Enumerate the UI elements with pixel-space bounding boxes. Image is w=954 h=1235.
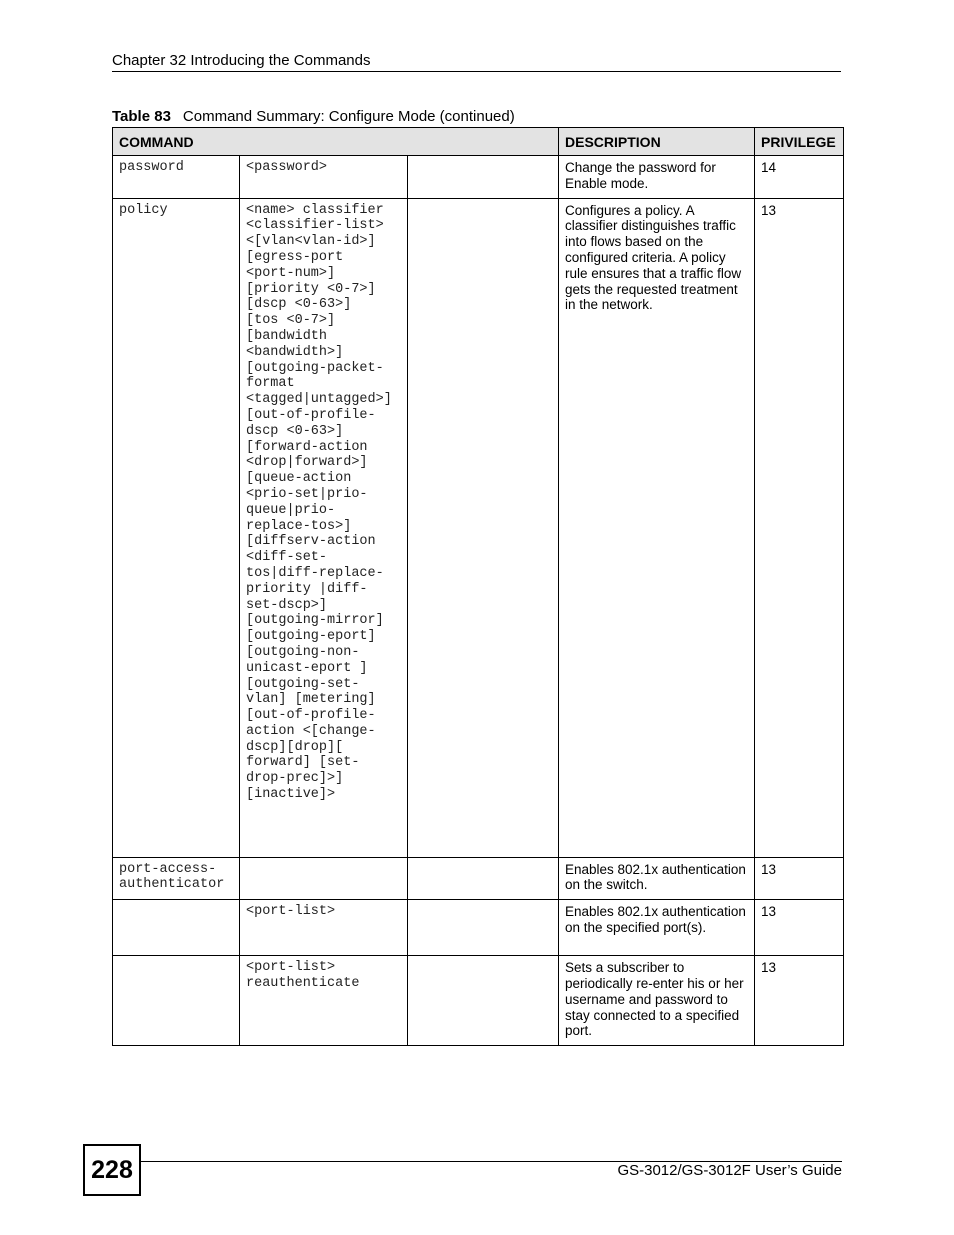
table-row <box>113 900 844 956</box>
description-cell: Enables 802.1x authentication on the switch. <box>559 857 755 900</box>
argument-cell-extra <box>408 857 559 900</box>
argument-cell: <password> <box>240 156 408 199</box>
argument-cell-extra <box>408 900 559 956</box>
column-header-description: DESCRIPTION <box>559 128 755 156</box>
description-cell: Change the password for Enable mode. <box>559 156 755 199</box>
argument-cell <box>240 857 408 900</box>
privilege-cell: 13 <box>755 198 844 857</box>
argument-cell-extra <box>408 156 559 199</box>
header-divider <box>112 71 841 72</box>
table-caption-label: Table 83 <box>112 108 171 125</box>
argument-cell-extra <box>408 198 559 857</box>
privilege-cell: 14 <box>755 156 844 199</box>
table-caption-text: Command Summary: Configure Mode (continued) <box>182 108 515 125</box>
command-cell: port-access- authenticator <box>113 857 240 900</box>
command-cell <box>113 956 240 1046</box>
argument-cell: <port-list> <box>240 900 408 956</box>
command-cell: policy <box>113 198 240 857</box>
guide-title: GS-3012/GS-3012F User’s Guide <box>617 1162 842 1179</box>
page-number: 228 <box>83 1144 141 1196</box>
command-cell <box>113 900 240 956</box>
description-cell: Configures a policy. A classifier distinguishes traffic into flows based on the configured criteria. A policy rule ensures that a traffic flow gets the requested treatment in the network. <box>559 198 755 857</box>
table-header-row <box>113 128 844 156</box>
column-header-privilege: PRIVILEGE <box>755 128 844 156</box>
table-row <box>113 198 844 857</box>
description-cell: Sets a subscriber to periodically re-enter his or her username and password to stay connected to a specified port. <box>559 956 755 1046</box>
chapter-header: Chapter 32 Introducing the Commands <box>112 52 371 69</box>
argument-cell-extra <box>408 956 559 1046</box>
privilege-cell: 13 <box>755 956 844 1046</box>
command-summary-table <box>112 127 844 1046</box>
table-caption <box>112 108 515 125</box>
argument-cell: <name> classifier <classifier-list> <[vlan<vlan-id>] [egress-port <port-num>] [priority <0-7>] [dscp <0-63>] [tos <0-7>] [bandwidth <bandwidth>] [outgoing-packet- format <tagged|untagged>] [out-of-profile- dscp <0-63>] [forward-action <drop|forward>] [queue-action <prio-set|prio- queue|prio- replace-tos>] [diffserv-action <diff-set- tos|diff-replace- priority |diff- set-dscp>] [outgoing-mirror] [outgoing-eport] [outgoing-non- unicast-eport ] [outgoing-set- vlan] [metering] [out-of-profile- action <[change- dscp][drop][ forward] [set- drop-prec]>] [inactive]> <box>240 198 408 857</box>
table-row <box>113 156 844 199</box>
privilege-cell: 13 <box>755 857 844 900</box>
privilege-cell: 13 <box>755 900 844 956</box>
command-cell: password <box>113 156 240 199</box>
column-header-command: COMMAND <box>113 128 559 156</box>
argument-cell: <port-list> reauthenticate <box>240 956 408 1046</box>
description-cell: Enables 802.1x authentication on the specified port(s). <box>559 900 755 956</box>
table-row <box>113 857 844 900</box>
table-row <box>113 956 844 1046</box>
